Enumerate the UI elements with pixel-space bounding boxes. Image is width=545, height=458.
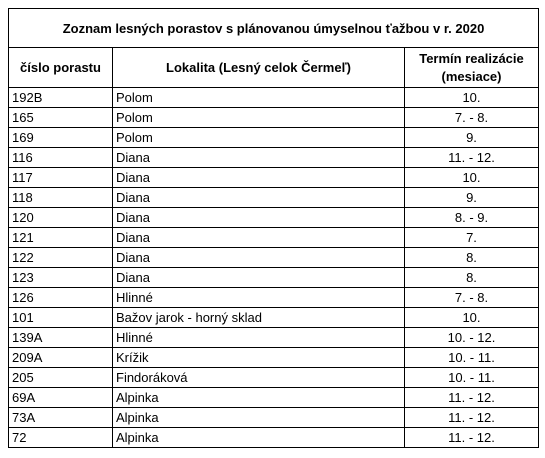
header-location: Lokalita (Lesný celok Čermeľ) — [113, 48, 405, 88]
term-cell: 7. — [405, 228, 539, 248]
stand-number-cell: 121 — [9, 228, 113, 248]
location-cell: Polom — [113, 108, 405, 128]
location-cell: Alpinka — [113, 428, 405, 448]
location-cell: Polom — [113, 128, 405, 148]
stand-number-cell: 126 — [9, 288, 113, 308]
stand-number-cell: 72 — [9, 428, 113, 448]
table-row — [9, 408, 539, 428]
header-row — [9, 48, 539, 88]
term-cell: 11. - 12. — [405, 408, 539, 428]
term-cell: 11. - 12. — [405, 388, 539, 408]
location-cell: Diana — [113, 228, 405, 248]
stand-number-cell: 117 — [9, 168, 113, 188]
location-cell: Bažov jarok - horný sklad — [113, 308, 405, 328]
location-cell: Diana — [113, 168, 405, 188]
term-cell: 11. - 12. — [405, 148, 539, 168]
term-cell: 8. — [405, 268, 539, 288]
stand-number-cell: 73A — [9, 408, 113, 428]
location-cell: Polom — [113, 88, 405, 108]
table-body — [9, 88, 539, 448]
term-cell: 10. - 11. — [405, 368, 539, 388]
location-cell: Alpinka — [113, 408, 405, 428]
location-cell: Krížik — [113, 348, 405, 368]
table-row — [9, 348, 539, 368]
location-cell: Findoráková — [113, 368, 405, 388]
table-row — [9, 388, 539, 408]
stand-number-cell: 165 — [9, 108, 113, 128]
stand-number-cell: 101 — [9, 308, 113, 328]
stand-number-cell: 118 — [9, 188, 113, 208]
term-cell: 7. - 8. — [405, 108, 539, 128]
table-row — [9, 308, 539, 328]
location-cell: Diana — [113, 148, 405, 168]
header-stand-number: číslo porastu — [9, 48, 113, 88]
term-cell: 9. — [405, 128, 539, 148]
term-cell: 9. — [405, 188, 539, 208]
stand-number-cell: 123 — [9, 268, 113, 288]
location-cell: Hlinné — [113, 288, 405, 308]
term-cell: 10. — [405, 168, 539, 188]
term-cell: 10. - 12. — [405, 328, 539, 348]
table-row — [9, 248, 539, 268]
location-cell: Diana — [113, 208, 405, 228]
table-row — [9, 288, 539, 308]
table-row — [9, 368, 539, 388]
table-title: Zoznam lesných porastov s plánovanou úmyselnou ťažbou v r. 2020 — [9, 9, 539, 48]
term-cell: 10. - 11. — [405, 348, 539, 368]
location-cell: Alpinka — [113, 388, 405, 408]
table-row — [9, 108, 539, 128]
table-row — [9, 328, 539, 348]
location-cell: Hlinné — [113, 328, 405, 348]
location-cell: Diana — [113, 248, 405, 268]
location-cell: Diana — [113, 268, 405, 288]
forest-stands-table — [8, 8, 539, 448]
table-row — [9, 228, 539, 248]
term-cell: 10. — [405, 88, 539, 108]
table-row — [9, 88, 539, 108]
stand-number-cell: 122 — [9, 248, 113, 268]
stand-number-cell: 169 — [9, 128, 113, 148]
stand-number-cell: 69A — [9, 388, 113, 408]
table-row — [9, 168, 539, 188]
stand-number-cell: 116 — [9, 148, 113, 168]
harvest-plan-sheet — [8, 8, 539, 448]
table-row — [9, 148, 539, 168]
table-row — [9, 188, 539, 208]
term-cell: 7. - 8. — [405, 288, 539, 308]
header-term: Termín realizácie (mesiace) — [405, 48, 539, 88]
table-row — [9, 268, 539, 288]
stand-number-cell: 205 — [9, 368, 113, 388]
term-cell: 11. - 12. — [405, 428, 539, 448]
title-row — [9, 9, 539, 48]
stand-number-cell: 120 — [9, 208, 113, 228]
stand-number-cell: 209A — [9, 348, 113, 368]
term-cell: 10. — [405, 308, 539, 328]
location-cell: Diana — [113, 188, 405, 208]
term-cell: 8. - 9. — [405, 208, 539, 228]
table-row — [9, 208, 539, 228]
table-row — [9, 428, 539, 448]
stand-number-cell: 192B — [9, 88, 113, 108]
stand-number-cell: 139A — [9, 328, 113, 348]
term-cell: 8. — [405, 248, 539, 268]
table-row — [9, 128, 539, 148]
